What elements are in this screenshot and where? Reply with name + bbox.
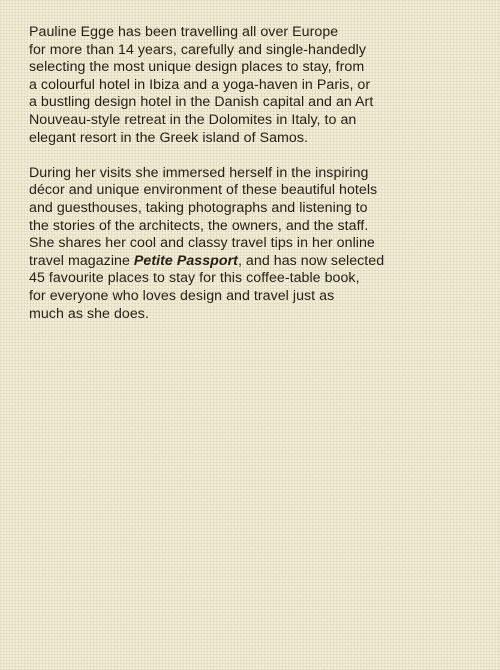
paragraph-book-description (29, 165, 479, 323)
text-line: décor and unique environment of these beautiful hotels (29, 182, 378, 199)
text-line: the stories of the architects, the owners, and the staff. (29, 217, 369, 234)
text-line: for everyone who loves design and travel just as (29, 287, 335, 304)
paragraph-author-travels (29, 24, 479, 147)
text-line: and guesthouses, taking photographs and listening to (29, 199, 368, 216)
text-line: 45 favourite places to stay for this coffee-table book, (29, 270, 360, 287)
text-line: much as she does. (29, 305, 149, 322)
text-line: for more than 14 years, carefully and single-handedly (29, 41, 367, 58)
text-line: a bustling design hotel in the Danish capital and an Art (29, 94, 374, 111)
text-fragment: , and has now selected (237, 252, 385, 269)
back-cover-text-block (29, 24, 479, 644)
text-line-with-title (29, 253, 479, 271)
text-line: During her visits she immersed herself in the inspiring (29, 164, 369, 181)
magazine-title: Petite Passport (133, 252, 238, 269)
text-line: selecting the most unique design places to stay, from (29, 59, 365, 76)
text-line: a colourful hotel in Ibiza and a yoga-haven in Paris, or (29, 76, 371, 93)
text-line: Nouveau-style retreat in the Dolomites in Italy, to an (29, 111, 357, 128)
text-line: Pauline Egge has been travelling all over Europe (29, 24, 339, 40)
text-fragment: travel magazine (29, 252, 134, 269)
text-line: She shares her cool and classy travel tips in her online (29, 235, 375, 252)
text-line: elegant resort in the Greek island of Samos. (29, 129, 309, 146)
